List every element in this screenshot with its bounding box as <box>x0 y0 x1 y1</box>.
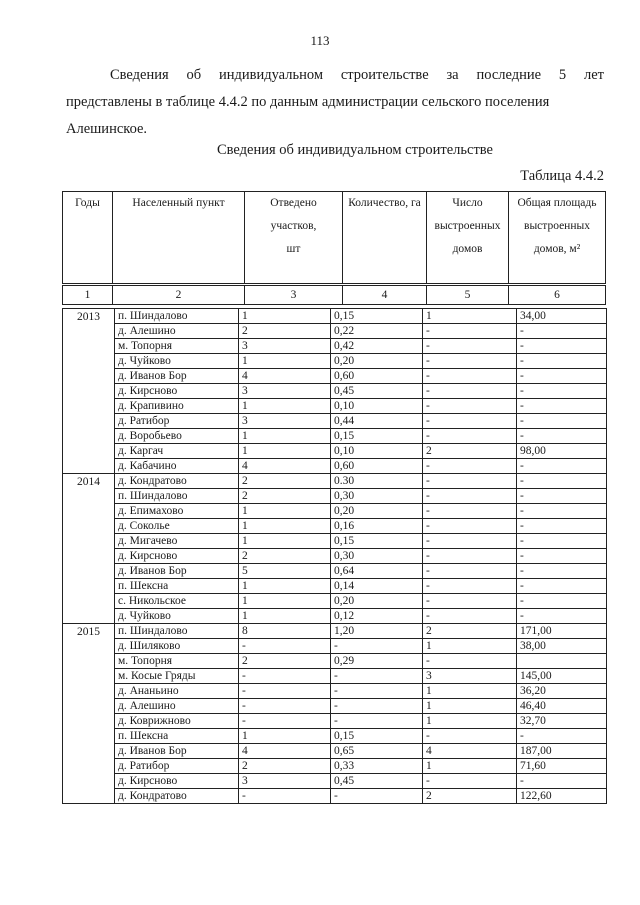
area-cell: 0,15 <box>331 429 423 444</box>
header-area: Количество, га <box>343 192 427 283</box>
houses-cell: - <box>423 594 517 609</box>
area-cell: 0.30 <box>331 474 423 489</box>
houses-cell: - <box>423 339 517 354</box>
settlement-cell: п. Шиндалово <box>115 309 239 324</box>
column-number: 5 <box>427 286 509 304</box>
houses-cell: - <box>423 429 517 444</box>
table-header <box>62 191 606 284</box>
settlement-cell: д. Мигачево <box>115 534 239 549</box>
total-area-cell: - <box>517 774 607 789</box>
plots-cell: - <box>239 639 331 654</box>
houses-cell: - <box>423 489 517 504</box>
settlement-cell: д. Ананьино <box>115 684 239 699</box>
houses-cell: 2 <box>423 444 517 459</box>
settlement-cell: д. Сокольe <box>115 519 239 534</box>
total-area-cell: - <box>517 369 607 384</box>
area-cell: 0,10 <box>331 399 423 414</box>
total-area-cell: - <box>517 429 607 444</box>
houses-cell: 1 <box>423 714 517 729</box>
year-cell: 2013 <box>63 309 115 474</box>
table-row <box>63 384 607 399</box>
total-area-cell: 38,00 <box>517 639 607 654</box>
area-cell: 0,45 <box>331 384 423 399</box>
column-number: 4 <box>343 286 427 304</box>
table-row <box>63 549 607 564</box>
houses-cell: 1 <box>423 699 517 714</box>
total-area-cell: - <box>517 519 607 534</box>
plots-cell: 3 <box>239 339 331 354</box>
settlement-cell: м. Топорня <box>115 654 239 669</box>
total-area-cell: - <box>517 504 607 519</box>
plots-cell: - <box>239 789 331 804</box>
settlement-cell: п. Шиндалово <box>115 624 239 639</box>
area-cell: 0,20 <box>331 594 423 609</box>
table-row <box>63 444 607 459</box>
settlement-cell: д. Алешино <box>115 699 239 714</box>
table-row <box>63 789 607 804</box>
plots-cell: 1 <box>239 534 331 549</box>
total-area-cell: 98,00 <box>517 444 607 459</box>
table-row <box>63 564 607 579</box>
column-number: 6 <box>554 289 560 301</box>
column-number: 1 <box>63 286 113 304</box>
settlement-cell: п. Шексна <box>115 729 239 744</box>
header-houses: Число выстроенных домов <box>427 192 509 283</box>
area-cell: 0,22 <box>331 324 423 339</box>
settlement-cell: д. Чуйково <box>115 609 239 624</box>
settlement-cell: м. Топорня <box>115 339 239 354</box>
table-row <box>63 369 607 384</box>
section-title: Сведения об индивидуальном строительстве <box>216 142 493 158</box>
total-area-cell: - <box>517 564 607 579</box>
area-cell: 0,20 <box>331 504 423 519</box>
settlement-cell: д. Ратибор <box>115 414 239 429</box>
settlement-cell: д. Ратибор <box>115 759 239 774</box>
area-cell: 0,60 <box>331 459 423 474</box>
plots-cell: 1 <box>239 504 331 519</box>
houses-cell: - <box>423 384 517 399</box>
header-years: Годы <box>63 192 113 283</box>
total-area-cell: - <box>517 579 607 594</box>
settlement-cell: д. Иванов Бор <box>115 369 239 384</box>
settlement-cell: п. Шексна <box>115 579 239 594</box>
settlement-cell: д. Кондратово <box>115 474 239 489</box>
houses-cell: - <box>423 354 517 369</box>
table-row <box>63 609 607 624</box>
settlement-cell: д. Кирсново <box>115 774 239 789</box>
area-cell: 0,44 <box>331 414 423 429</box>
houses-cell: 4 <box>423 744 517 759</box>
table-row <box>63 459 607 474</box>
area-cell: 1,20 <box>331 624 423 639</box>
table-row <box>63 534 607 549</box>
total-area-cell: - <box>517 399 607 414</box>
table-row <box>63 774 607 789</box>
settlement-cell: д. Крапивино <box>115 399 239 414</box>
plots-cell: 1 <box>239 429 331 444</box>
plots-cell: 2 <box>239 324 331 339</box>
column-number: 3 <box>245 286 343 304</box>
table-row <box>63 324 607 339</box>
houses-cell: 2 <box>423 789 517 804</box>
table-row <box>63 354 607 369</box>
plots-cell: 3 <box>239 774 331 789</box>
table-row <box>63 339 607 354</box>
settlement-cell: д. Коврижново <box>115 714 239 729</box>
table-row <box>63 684 607 699</box>
area-cell: 0,15 <box>331 309 423 324</box>
area-cell: 0,15 <box>331 729 423 744</box>
table-row <box>63 309 607 324</box>
total-area-cell: 46,40 <box>517 699 607 714</box>
area-cell: 0,65 <box>331 744 423 759</box>
settlement-cell: д. Каргач <box>115 444 239 459</box>
table-body <box>63 309 607 804</box>
houses-cell: 1 <box>423 309 517 324</box>
area-cell: 0,60 <box>331 369 423 384</box>
houses-cell: 1 <box>423 684 517 699</box>
table-row <box>63 729 607 744</box>
houses-cell: - <box>423 549 517 564</box>
houses-cell: 3 <box>423 669 517 684</box>
total-area-cell: - <box>517 609 607 624</box>
plots-cell: 2 <box>239 759 331 774</box>
total-area-cell: - <box>517 459 607 474</box>
area-cell: 0,14 <box>331 579 423 594</box>
houses-cell: - <box>423 729 517 744</box>
year-cell: 2014 <box>63 474 115 624</box>
year-cell: 2015 <box>63 624 115 804</box>
area-cell: - <box>331 789 423 804</box>
settlement-cell: д. Епимахово <box>115 504 239 519</box>
table-row <box>63 504 607 519</box>
plots-cell: - <box>239 669 331 684</box>
houses-cell: 1 <box>423 639 517 654</box>
total-area-cell: 122,60 <box>517 789 607 804</box>
area-cell: - <box>331 669 423 684</box>
plots-cell: - <box>239 714 331 729</box>
header-plots: Отведено участков, шт <box>245 192 343 283</box>
table-row <box>63 429 607 444</box>
settlement-cell: д. Кабачино <box>115 459 239 474</box>
plots-cell: 1 <box>239 609 331 624</box>
total-area-cell: 36,20 <box>517 684 607 699</box>
settlement-cell: д. Воробьево <box>115 429 239 444</box>
plots-cell: 1 <box>239 309 331 324</box>
total-area-cell: 145,00 <box>517 669 607 684</box>
houses-cell: - <box>423 324 517 339</box>
page-number: 113 <box>310 33 330 48</box>
settlement-cell: п. Шиндалово <box>115 489 239 504</box>
table-row <box>63 714 607 729</box>
plots-cell: 2 <box>239 549 331 564</box>
plots-cell: 1 <box>239 399 331 414</box>
area-cell: 0,29 <box>331 654 423 669</box>
table-label: Таблица 4.4.2 <box>520 168 604 184</box>
settlement-cell: д. Кондратово <box>115 789 239 804</box>
header-settlement: Населенный пункт <box>113 192 245 283</box>
plots-cell: - <box>239 684 331 699</box>
plots-cell: 8 <box>239 624 331 639</box>
table-row <box>63 699 607 714</box>
table-row <box>63 474 607 489</box>
houses-cell: - <box>423 564 517 579</box>
houses-cell: 2 <box>423 624 517 639</box>
area-cell: 0,15 <box>331 534 423 549</box>
plots-cell: 1 <box>239 579 331 594</box>
plots-cell: 1 <box>239 444 331 459</box>
total-area-cell <box>517 654 607 669</box>
area-cell: 0,30 <box>331 489 423 504</box>
area-cell: - <box>331 714 423 729</box>
area-cell: 0,20 <box>331 354 423 369</box>
construction-table <box>62 308 607 804</box>
table-row <box>63 759 607 774</box>
plots-cell: 1 <box>239 594 331 609</box>
plots-cell: 1 <box>239 354 331 369</box>
settlement-cell: с. Никольское <box>115 594 239 609</box>
area-cell: 0,64 <box>331 564 423 579</box>
total-area-cell: - <box>517 489 607 504</box>
area-cell: 0,16 <box>331 519 423 534</box>
plots-cell: 2 <box>239 489 331 504</box>
plots-cell: 2 <box>239 654 331 669</box>
houses-cell: - <box>423 654 517 669</box>
area-cell: 0,45 <box>331 774 423 789</box>
table-row <box>63 579 607 594</box>
area-cell: 0,33 <box>331 759 423 774</box>
table-row <box>63 414 607 429</box>
plots-cell: - <box>239 699 331 714</box>
intro-line-3: Алешинское. <box>66 121 148 137</box>
plots-cell: 5 <box>239 564 331 579</box>
houses-cell: - <box>423 369 517 384</box>
total-area-cell: - <box>517 384 607 399</box>
total-area-cell: - <box>517 549 607 564</box>
settlement-cell: д. Чуйково <box>115 354 239 369</box>
total-area-cell: - <box>517 594 607 609</box>
table-row <box>63 489 607 504</box>
table-row <box>63 639 607 654</box>
area-cell: 0,10 <box>331 444 423 459</box>
houses-cell: - <box>423 414 517 429</box>
plots-cell: 2 <box>239 474 331 489</box>
plots-cell: 4 <box>239 744 331 759</box>
table-row <box>63 744 607 759</box>
plots-cell: 1 <box>239 729 331 744</box>
total-area-cell: 32,70 <box>517 714 607 729</box>
area-cell: - <box>331 639 423 654</box>
table-row <box>63 669 607 684</box>
plots-cell: 3 <box>239 384 331 399</box>
total-area-cell: 71,60 <box>517 759 607 774</box>
total-area-cell: - <box>517 534 607 549</box>
houses-cell: - <box>423 774 517 789</box>
houses-cell: - <box>423 519 517 534</box>
total-area-cell: - <box>517 324 607 339</box>
houses-cell: - <box>423 534 517 549</box>
total-area-cell: - <box>517 339 607 354</box>
houses-cell: - <box>423 474 517 489</box>
area-cell: - <box>331 684 423 699</box>
total-area-cell: 187,00 <box>517 744 607 759</box>
settlement-cell: д. Кирсново <box>115 384 239 399</box>
settlement-cell: д. Иванов Бор <box>115 564 239 579</box>
total-area-cell: - <box>517 354 607 369</box>
table-row <box>63 624 607 639</box>
total-area-cell: - <box>517 729 607 744</box>
table-row <box>63 519 607 534</box>
area-cell: - <box>331 699 423 714</box>
table-row <box>63 594 607 609</box>
plots-cell: 3 <box>239 414 331 429</box>
column-number: 2 <box>113 286 245 304</box>
column-number-row <box>62 285 606 305</box>
houses-cell: - <box>423 399 517 414</box>
table-row <box>63 654 607 669</box>
settlement-cell: д. Кирсново <box>115 549 239 564</box>
area-cell: 0,30 <box>331 549 423 564</box>
settlement-cell: д. Иванов Бор <box>115 744 239 759</box>
area-cell: 0,12 <box>331 609 423 624</box>
header-total-area: Общая площадь выстроенных домов, м² <box>517 197 597 255</box>
houses-cell: - <box>423 459 517 474</box>
settlement-cell: м. Косые Гряды <box>115 669 239 684</box>
total-area-cell: 171,00 <box>517 624 607 639</box>
total-area-cell: - <box>517 414 607 429</box>
settlement-cell: д. Алешино <box>115 324 239 339</box>
plots-cell: 4 <box>239 369 331 384</box>
total-area-cell: - <box>517 474 607 489</box>
plots-cell: 1 <box>239 519 331 534</box>
houses-cell: - <box>423 579 517 594</box>
houses-cell: - <box>423 504 517 519</box>
total-area-cell: 34,00 <box>517 309 607 324</box>
intro-line-1: Сведения об индивидуальном строительстве за последние 5 лет <box>110 67 604 83</box>
settlement-cell: д. Шиляково <box>115 639 239 654</box>
intro-paragraph <box>66 62 604 143</box>
table-row <box>63 399 607 414</box>
plots-cell: 4 <box>239 459 331 474</box>
houses-cell: - <box>423 609 517 624</box>
houses-cell: 1 <box>423 759 517 774</box>
area-cell: 0,42 <box>331 339 423 354</box>
intro-line-2: представлены в таблице 4.4.2 по данным администрации сельского поселения <box>66 94 550 110</box>
